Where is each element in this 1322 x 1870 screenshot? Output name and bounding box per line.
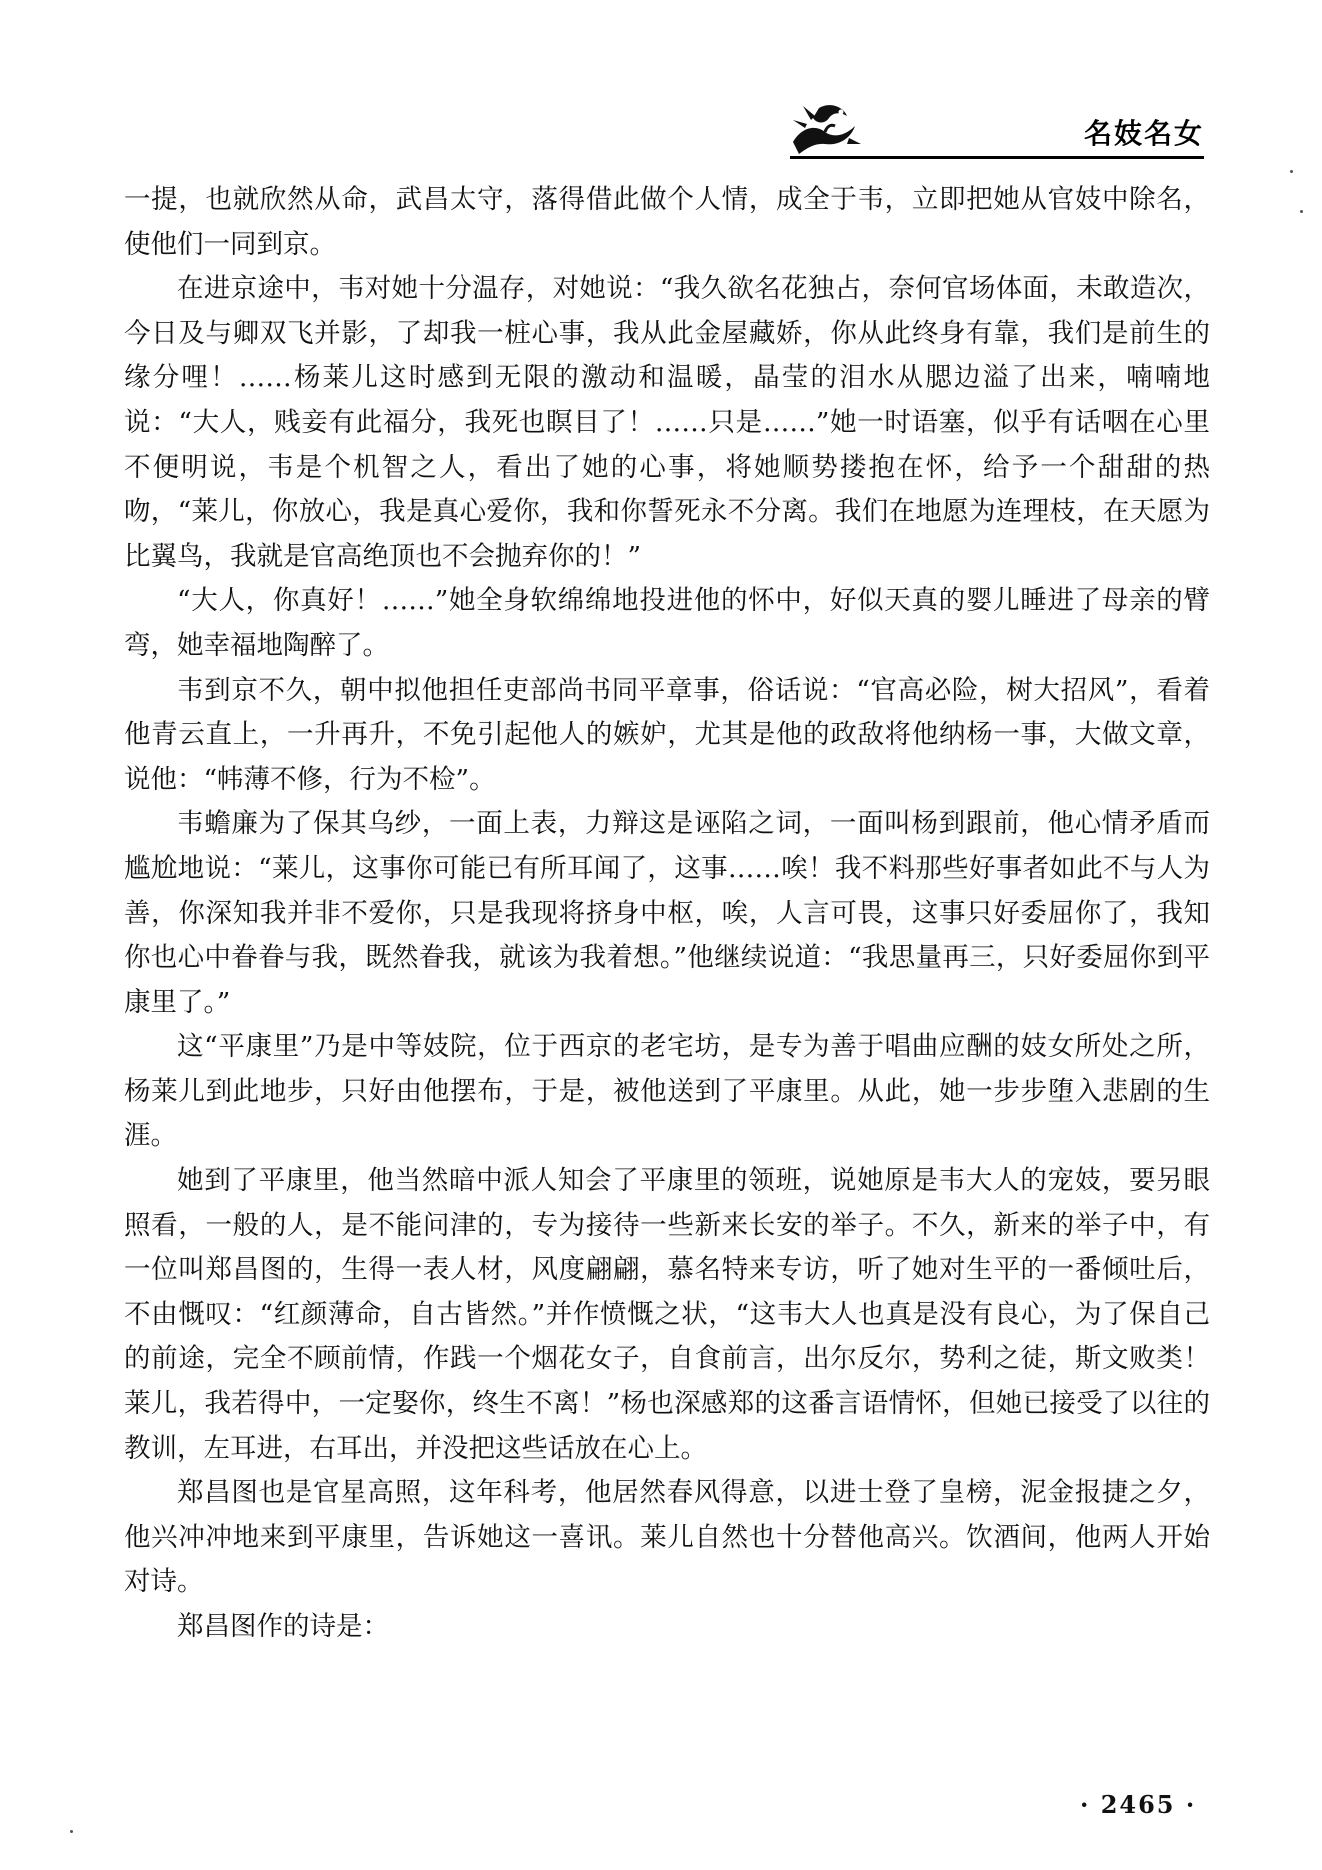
- paragraph: 在进京途中，韦对她十分温存，对她说：“我久欲名花独占，奈何官场体面，未敢造次，今日及与卿双飞并影，了却我一桩心事，我从此金屋藏娇，你从此终身有靠，我们是前生的缘分哩！……杨莱儿这时感到无限的激动和温暖，晶莹的泪水从腮边溢了出来，喃喃地说：“大人，贱妾有此福分，我死也瞑目了！……只是……”她一时语塞，似乎有话咽在心里不便明说，韦是个机智之人，看出了她的心事，将她顺势搂抱在怀，给予一个甜甜的热吻，“莱儿，你放心，我是真心爱你，我和你誓死永不分离。我们在地愿为连理枝，在天愿为比翼鸟，我就是官高绝顶也不会抛弃你的！”: [124, 273, 1210, 572]
- header-rule: [790, 156, 1204, 159]
- page-header: [0, 0, 1322, 170]
- running-header-title: 名妓名女: [1083, 117, 1204, 150]
- paragraph: 这“平康里”乃是中等妓院，位于西京的老宅坊，是专为善于唱曲应酬的妓女所处之所，杨莱儿到此地步，只好由他摆布，于是，被他送到了平康里。从此，她一步步堕入悲剧的生涯。: [124, 1031, 1210, 1152]
- paragraph: 韦蟾廉为了保其乌纱，一面上表，力辩这是诬陷之词，一面叫杨到跟前，他心情矛盾而尴尬地说：“莱儿，这事你可能已有所耳闻了，这事……唉！我不料那些好事者如此不与人为善，你深知我并非不爱你，只是我现将挤身中枢，唉，人言可畏，这事只好委屈你了，我知你也心中眷眷与我，既然眷我，就该为我着想。”他继续说道：“我思量再三，只好委屈你到平康里了。”: [124, 808, 1210, 1018]
- paragraph: 郑昌图也是官星高照，这年科考，他居然春风得意，以进士登了皇榜，泥金报捷之夕，他兴冲冲地来到平康里，告诉她这一喜讯。莱儿自然也十分替他高兴。饮酒间，他两人开始对诗。: [124, 1477, 1210, 1598]
- page-number: · 2465 ·: [1080, 1790, 1197, 1819]
- body-text: [124, 178, 1210, 1650]
- paragraph: 韦到京不久，朝中拟他担任吏部尚书同平章事，俗话说：“官高必险，树大招风”，看着他青云直上，一升再升，不免引起他人的嫉妒，尤其是他的政敌将他纳杨一事，大做文章，说他：“帏薄不修，行为不检”。: [124, 674, 1210, 795]
- paragraph: “大人，你真好！……”她全身软绵绵地投进他的怀中，好似天真的婴儿睡进了母亲的臂弯，她幸福地陶醉了。: [124, 585, 1210, 661]
- scan-speck: [70, 1830, 73, 1833]
- dragon-emblem-icon: [785, 98, 865, 160]
- scan-speck: [1300, 210, 1303, 213]
- paragraph: 她到了平康里，他当然暗中派人知会了平康里的领班，说她原是韦大人的宠妓，要另眼照看，一般的人，是不能问津的，专为接待一些新来长安的举子。不久，新来的举子中，有一位叫郑昌图的，生得一表人材，风度翩翩，慕名特来专访，听了她对生平的一番倾吐后，不由慨叹：“红颜薄命，自古皆然。”并作愤慨之状，“这韦大人也真是没有良心，为了保自己的前途，完全不顾前情，作践一个烟花女子，自食前言，出尔反尔，势利之徒，斯文败类！莱儿，我若得中，一定娶你，终生不离！”杨也深感郑的这番言语情怀，但她已接受了以往的教训，左耳进，右耳出，并没把这些话放在心上。: [124, 1165, 1210, 1464]
- paragraph: 郑昌图作的诗是：: [177, 1611, 389, 1642]
- scan-speck: [1290, 170, 1293, 173]
- paragraph: 一提，也就欣然从命，武昌太守，落得借此做个人情，成全于韦，立即把她从官妓中除名，使他们一同到京。: [124, 184, 1210, 260]
